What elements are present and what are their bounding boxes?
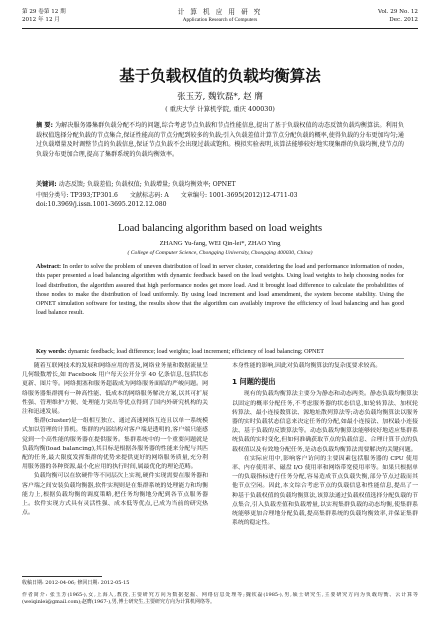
abstract-cn-text: 为解决服务器集群负载分配不均的问题,综合考虑节点负载和节点性能信息,提出了基于负载权值的动态反馈负载均衡算法。利用负载权值选择分配负载的节点集合,保证性能高的节点分配到较多的负载;引入负载差值计算节点分配负载的概率,使得负载的分布更加均匀;通过负载增量及时调整节点的负载信息,保证节点负载不会出现过载或饱和。模拟实验表明,该算法能够较好地实现集群的负载均衡,使节点的负载分布更加合理,提高了集群系统的负载均衡效率。: [36, 122, 404, 158]
abstract-cn-label: 摘 要:: [36, 122, 53, 129]
section-heading: 1 问题的提出: [232, 377, 276, 387]
english-affiliation: ( College of Computer Science, Chongqing University, Chongqing 400030, China): [127, 250, 313, 256]
body-paragraph: 随着互联网技术的发展和网络应用的普及,网络业务量和数据流量呈几何级数增长,如 Facebook 用户每天公开分享 40 亿条信息,包括状态更新、图片等。网络拥塞和服务超载成为网络服务面临的严峻问题。网络服务器集群拥有一种高性能、低成本的网络服务解决方案,以其可扩展性强、管理维护方便、处理能力突出等优点得到了国内外研究机构的关注和迅速发展。: [22, 363, 208, 416]
journal-volume-issue: 第 29 卷第 12 期 2012 年 12 月: [22, 9, 66, 23]
keywords-en-text: dynamic feedback; load difference; load weights; load increment; efficiency of load balancing; OPNET: [67, 348, 325, 355]
clc-number: 中图分类号: TP393;TP301.6: [36, 192, 118, 199]
doi: doi:10.3969/j.issn.1001-3695.2012.12.080: [36, 201, 167, 208]
body-column-right: [232, 362, 418, 588]
body-paragraph: 本身性能的影响,因此对负载均衡算法的复杂度要求较高。: [232, 363, 382, 369]
keywords-en-label: Key words:: [36, 348, 67, 355]
article-number: 文章编号: 1001-3695(2012)12-4711-03: [180, 192, 298, 199]
abstract-en: [36, 262, 404, 346]
running-header: [22, 8, 418, 30]
abstract-cn: [36, 121, 404, 177]
body-paragraph: 在实际应用中,影响客户访问的主要因素包括服务器的 CPU 使用率、内存使用率、磁盘 I/O 使用率和网络带宽使用率等。如果只根据单一的负载指标进行任务分配,容易造成节点负载失衡,部分节点过载而其他节点空闲。因此,本文综合考虑节点的负载信息和性能信息,提出了一种基于负载权值的负载均衡算法,该算法通过负载权值选择分配负载的节点集合,引入负载差值和负载增量,以实现集群负载的动态均衡,使集群系统能够更加合理地分配负载,提高集群系统的负载均衡效率,并保证集群系统的稳定性。: [232, 455, 418, 527]
body-paragraph: 负载均衡可以在软硬件等不同层次上实现,硬件实现需要在服务器和客户端之间安装负载均衡器,软件实现则是在集群系统的处理能力和均衡能力上,根据负载均衡的调度策略,把任务均衡地分配到各节点服务器上。软件实现方式具有灵活性强、成本低等优点,已成为当前的研究热点。: [22, 473, 208, 517]
body-column-left: [22, 362, 208, 574]
footnote-rule: [22, 576, 102, 577]
journal-name-en: Application Research of Computers: [182, 17, 258, 23]
keywords-cn-label: 关键词:: [36, 181, 57, 188]
header-rule: [22, 28, 418, 29]
keywords-cn: [36, 180, 404, 190]
paper-affiliation: ( 重庆大学 计算机学院, 重庆 400030): [165, 105, 275, 113]
keywords-en: [36, 347, 404, 357]
abstract-en-text: In order to solve the problem of uneven distribution of load in server cluster, considering the load and performance information of nodes, this paper presented a load balancing algorithm with dynamic feedback based on the load weights. Using load weights to help choosing nodes for load distribution, the algorithm assured that high performance nodes get more load. And it brought load difference to calculate the probabilities of those nodes to make the distribution of load uniformly. By using load increment and load amendment, the system become stability. Using the OPNET simulation software for testing, the results show that the algorithm can availably improve the efficiency of load balancing and has good load balance result.: [36, 263, 404, 317]
body-paragraph: 现有的负载均衡算法主要分为静态和动态两类。静态负载均衡算法以固定的概率分配任务,不考虑服务器的状态信息,如轮转算法、加权轮转算法、最小连接数算法、源地址散列算法等;动态负载均衡算法以服务器的实时负载状态信息来决定任务的分配,如最小连接法、加权最小连接法、基于负载的反馈算法等。动态负载均衡算法能够较好地适应集群系统负载的实时变化,但如何准确获取节点的负载信息、合理计算节点的负载权值以及有效地分配任务,是动态负载均衡算法需要解决的关键问题。: [232, 391, 418, 453]
footnote-author-info: 作者简介: 张玉芳(1965-),女,上海人,教授,主要研究方向为数据挖掘、网络信息处理等;魏钦磊(1985-),男,硕士研究生,主要研究方向为负载均衡、云计算等(weiqinlei@gmail.com);赵膺(1967-),男,博士研究生,主要研究方向为计算机网络等。: [22, 592, 418, 606]
keywords-cn-text: 动态反馈; 负载差值; 负载权值; 负载增量; 负载均衡效率; OPNET: [58, 181, 236, 188]
journal-volume-en: Vol. 29 No. 12 Dec. 2012: [378, 9, 418, 23]
paper-authors: 张玉芳, 魏钦磊*, 赵 膺: [177, 92, 263, 102]
document-code: 文献标志码: A: [129, 192, 169, 199]
body-paragraph: 集群(cluster)是一组相互独立、通过高速网络互连且以单一系统模式加以管理的计算机。集群的内部结构对客户端是透明的,客户端只能感觉到一个高性能的服务器在提供服务。集群系统中的一个重要问题就是负载均衡(load balancing),其目标是根据各服务器的性能来分配与其匹配的任务,最大限度发挥集群的优势来提供更好的网络服务质量,充分利用服务器的各种资源,最小化应用的执行时间,属最优化的理论范畴。: [22, 418, 208, 471]
abstract-en-label: Abstract:: [36, 263, 62, 270]
journal-name-cn: 计 算 机 应 用 研 究: [177, 8, 263, 16]
paper-title: 基于负载权值的负载均衡算法: [119, 67, 321, 85]
abstract-rule: [36, 358, 404, 359]
footnote-received: 收稿日期: 2012-04-06; 修回日期: 2012-05-15: [22, 580, 130, 586]
english-authors: ZHANG Yu-fang, WEI Qin-lei*, ZHAO Ying: [159, 240, 281, 247]
english-title: Load balancing algorithm based on load weights: [117, 223, 323, 234]
